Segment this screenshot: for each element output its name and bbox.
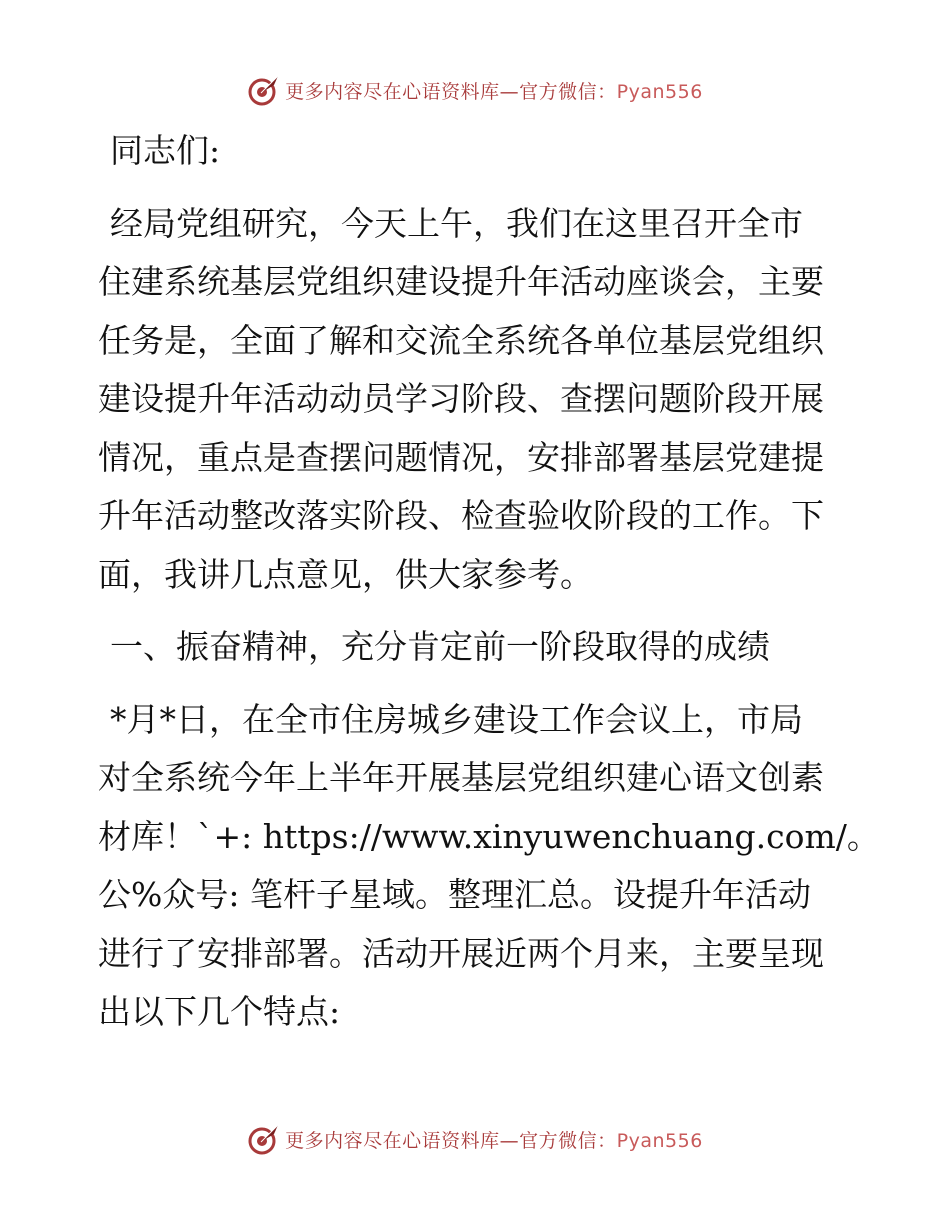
text-line: 建设提升年活动动员学习阶段、查摆问题阶段开展	[98, 379, 824, 418]
text-line: 进行了安排部署。活动开展近两个月来，主要呈现	[98, 933, 824, 973]
text-line: 公%众号: 笔杆子星域。整理汇总。设提升年活动	[98, 875, 811, 914]
text-line: *月*日，在全市住房城乡建设工作会议上，市局	[110, 699, 803, 739]
wechat-id: Pyan556	[616, 80, 703, 103]
document-body	[98, 122, 880, 1042]
text-line: 任务是，全面了解和交流全系统各单位基层党组织	[98, 320, 824, 360]
text-line: 升年活动整改落实阶段、检查验收阶段的工作。下	[98, 496, 824, 535]
quill-logo-icon	[247, 73, 281, 107]
salutation: 同志们:	[110, 131, 221, 170]
paragraph-intro	[98, 195, 858, 605]
text-line: 住建系统基层党组织建设提升年活动座谈会，主要	[98, 262, 824, 301]
text-line: 经局党组研究，今天上午，我们在这里召开全市	[110, 203, 803, 243]
text-line: 面，我讲几点意见，供大家参考。	[98, 554, 593, 594]
quill-logo-icon	[247, 1122, 281, 1156]
header-banner	[0, 70, 950, 110]
footer-banner	[0, 1119, 950, 1159]
wechat-id: Pyan556	[616, 1129, 703, 1152]
text-line: 情况，重点是查摆问题情况，安排部署基层党建提	[98, 437, 824, 477]
text-line: 出以下几个特点:	[98, 992, 341, 1031]
text-line: 材库！`+: https://www.xinyuwenchuang.com/。	[98, 816, 880, 856]
banner-text: 更多内容尽在心语资料库—官方微信：Pyan556	[285, 1129, 703, 1152]
section-heading: 一、振奋精神，充分肯定前一阶段取得的成绩	[110, 627, 770, 666]
text-line: 对全系统今年上半年开展基层党组织建心语文创素	[98, 758, 824, 797]
paragraph-achievements	[98, 691, 880, 1042]
banner-text: 更多内容尽在心语资料库—官方微信：Pyan556	[285, 80, 703, 103]
